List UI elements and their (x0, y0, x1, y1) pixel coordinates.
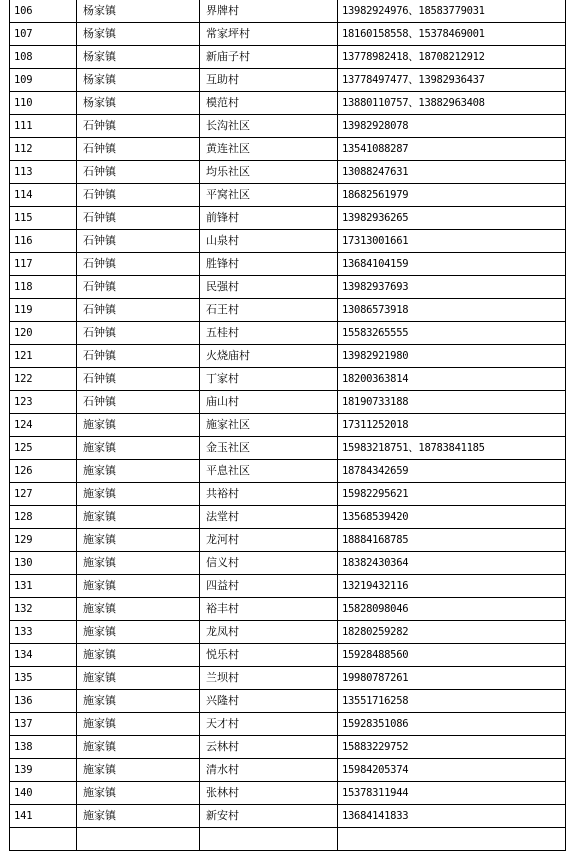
table-row (10, 690, 566, 713)
row-number-cell: 138 (10, 736, 77, 759)
table-row (10, 805, 566, 828)
town-cell: 杨家镇 (77, 92, 200, 115)
row-number-cell: 123 (10, 391, 77, 414)
phone-cell: 13684141833 (338, 805, 566, 828)
village-cell: 兴隆村 (200, 690, 338, 713)
row-number-cell: 132 (10, 598, 77, 621)
village-cell: 张林村 (200, 782, 338, 805)
village-cell: 信义村 (200, 552, 338, 575)
row-number-cell: 111 (10, 115, 77, 138)
phone-cell: 15984205374 (338, 759, 566, 782)
phone-cell: 15983218751、18783841185 (338, 437, 566, 460)
town-cell: 施家镇 (77, 483, 200, 506)
row-number-cell: 140 (10, 782, 77, 805)
phone-cell: 17313001661 (338, 230, 566, 253)
phone-cell: 17311252018 (338, 414, 566, 437)
row-number-cell: 127 (10, 483, 77, 506)
table-row (10, 69, 566, 92)
row-number-cell: 115 (10, 207, 77, 230)
village-cell: 石王村 (200, 299, 338, 322)
village-cell (200, 828, 338, 851)
row-number-cell: 110 (10, 92, 77, 115)
town-cell: 石钟镇 (77, 138, 200, 161)
town-cell: 施家镇 (77, 690, 200, 713)
row-number-cell: 108 (10, 46, 77, 69)
phone-cell: 15583265555 (338, 322, 566, 345)
row-number-cell: 133 (10, 621, 77, 644)
phone-cell: 18382430364 (338, 552, 566, 575)
phone-cell: 15378311944 (338, 782, 566, 805)
row-number-cell: 134 (10, 644, 77, 667)
phone-cell (338, 828, 566, 851)
table-row (10, 437, 566, 460)
phone-cell: 15928488560 (338, 644, 566, 667)
row-number-cell: 131 (10, 575, 77, 598)
town-cell: 石钟镇 (77, 161, 200, 184)
town-cell: 施家镇 (77, 460, 200, 483)
phone-cell: 13982924976、18583779031 (338, 0, 566, 23)
table-row (10, 92, 566, 115)
village-cell: 常家坪村 (200, 23, 338, 46)
row-number-cell: 135 (10, 667, 77, 690)
row-number-cell: 118 (10, 276, 77, 299)
phone-cell: 13982921980 (338, 345, 566, 368)
town-cell: 石钟镇 (77, 276, 200, 299)
village-cell: 新安村 (200, 805, 338, 828)
village-cell: 裕丰村 (200, 598, 338, 621)
village-cell: 山泉村 (200, 230, 338, 253)
town-cell: 石钟镇 (77, 207, 200, 230)
town-cell: 施家镇 (77, 506, 200, 529)
village-cell: 五桂村 (200, 322, 338, 345)
town-cell: 石钟镇 (77, 230, 200, 253)
phone-cell: 13684104159 (338, 253, 566, 276)
table-row (10, 184, 566, 207)
phone-cell: 13778982418、18708212912 (338, 46, 566, 69)
phone-cell: 13219432116 (338, 575, 566, 598)
phone-cell: 13982937693 (338, 276, 566, 299)
town-cell: 石钟镇 (77, 253, 200, 276)
phone-cell: 13880110757、13882963408 (338, 92, 566, 115)
town-cell: 施家镇 (77, 529, 200, 552)
village-cell: 龙凤村 (200, 621, 338, 644)
town-cell: 施家镇 (77, 782, 200, 805)
town-cell: 施家镇 (77, 598, 200, 621)
town-cell: 石钟镇 (77, 368, 200, 391)
village-cell: 法堂村 (200, 506, 338, 529)
village-cell: 四益村 (200, 575, 338, 598)
row-number-cell: 119 (10, 299, 77, 322)
village-cell: 胜锋村 (200, 253, 338, 276)
phone-cell: 15883229752 (338, 736, 566, 759)
town-cell: 杨家镇 (77, 0, 200, 23)
town-cell: 杨家镇 (77, 23, 200, 46)
town-cell: 石钟镇 (77, 322, 200, 345)
table-row (10, 23, 566, 46)
village-cell: 民强村 (200, 276, 338, 299)
table-row (10, 115, 566, 138)
row-number-cell: 130 (10, 552, 77, 575)
phone-cell: 18682561979 (338, 184, 566, 207)
table-row (10, 161, 566, 184)
phone-cell: 13568539420 (338, 506, 566, 529)
table-row (10, 414, 566, 437)
table-row (10, 575, 566, 598)
phone-cell: 15928351086 (338, 713, 566, 736)
town-cell: 石钟镇 (77, 184, 200, 207)
town-cell: 石钟镇 (77, 345, 200, 368)
village-cell: 模范村 (200, 92, 338, 115)
village-cell: 金玉社区 (200, 437, 338, 460)
town-cell: 施家镇 (77, 805, 200, 828)
table-row (10, 529, 566, 552)
row-number-cell: 128 (10, 506, 77, 529)
village-cell: 龙河村 (200, 529, 338, 552)
phone-cell: 18884168785 (338, 529, 566, 552)
phone-cell: 13551716258 (338, 690, 566, 713)
village-cell: 火烧庙村 (200, 345, 338, 368)
table-row (10, 368, 566, 391)
table-row (10, 299, 566, 322)
town-cell: 施家镇 (77, 621, 200, 644)
row-number-cell (10, 828, 77, 851)
village-cell: 共裕村 (200, 483, 338, 506)
town-cell: 施家镇 (77, 552, 200, 575)
phone-cell: 13778497477、13982936437 (338, 69, 566, 92)
village-cell: 长沟社区 (200, 115, 338, 138)
village-cell: 施家社区 (200, 414, 338, 437)
phone-cell: 13982928078 (338, 115, 566, 138)
row-number-cell: 120 (10, 322, 77, 345)
phone-cell: 18200363814 (338, 368, 566, 391)
contact-table-body (10, 0, 566, 851)
phone-cell: 13541088287 (338, 138, 566, 161)
town-cell: 施家镇 (77, 437, 200, 460)
table-row (10, 736, 566, 759)
village-cell: 清水村 (200, 759, 338, 782)
table-row (10, 0, 566, 23)
table-row (10, 667, 566, 690)
phone-cell: 18160158558、15378469001 (338, 23, 566, 46)
table-row (10, 46, 566, 69)
table-row (10, 460, 566, 483)
row-number-cell: 114 (10, 184, 77, 207)
phone-cell: 15828098046 (338, 598, 566, 621)
village-cell: 丁家村 (200, 368, 338, 391)
row-number-cell: 113 (10, 161, 77, 184)
village-cell: 均乐社区 (200, 161, 338, 184)
town-cell: 施家镇 (77, 713, 200, 736)
row-number-cell: 136 (10, 690, 77, 713)
phone-cell: 18190733188 (338, 391, 566, 414)
table-row (10, 644, 566, 667)
row-number-cell: 116 (10, 230, 77, 253)
table-row (10, 483, 566, 506)
village-cell: 平息社区 (200, 460, 338, 483)
table-row (10, 207, 566, 230)
village-cell: 庙山村 (200, 391, 338, 414)
village-cell: 平窝社区 (200, 184, 338, 207)
row-number-cell: 122 (10, 368, 77, 391)
row-number-cell: 124 (10, 414, 77, 437)
town-cell: 施家镇 (77, 736, 200, 759)
table-row (10, 828, 566, 851)
table-row (10, 322, 566, 345)
phone-cell: 13088247631 (338, 161, 566, 184)
row-number-cell: 107 (10, 23, 77, 46)
table-row (10, 345, 566, 368)
row-number-cell: 126 (10, 460, 77, 483)
row-number-cell: 129 (10, 529, 77, 552)
table-row (10, 759, 566, 782)
row-number-cell: 139 (10, 759, 77, 782)
phone-cell: 13982936265 (338, 207, 566, 230)
village-cell: 互助村 (200, 69, 338, 92)
table-row (10, 552, 566, 575)
town-cell (77, 828, 200, 851)
table-row (10, 276, 566, 299)
table-row (10, 230, 566, 253)
row-number-cell: 137 (10, 713, 77, 736)
table-row (10, 391, 566, 414)
table-row (10, 782, 566, 805)
village-cell: 兰坝村 (200, 667, 338, 690)
table-row (10, 598, 566, 621)
phone-cell: 18280259282 (338, 621, 566, 644)
town-cell: 石钟镇 (77, 115, 200, 138)
row-number-cell: 112 (10, 138, 77, 161)
town-cell: 施家镇 (77, 644, 200, 667)
town-cell: 施家镇 (77, 414, 200, 437)
phone-cell: 13086573918 (338, 299, 566, 322)
table-row (10, 138, 566, 161)
table-row (10, 621, 566, 644)
town-cell: 杨家镇 (77, 46, 200, 69)
town-cell: 施家镇 (77, 667, 200, 690)
town-cell: 施家镇 (77, 759, 200, 782)
row-number-cell: 106 (10, 0, 77, 23)
row-number-cell: 117 (10, 253, 77, 276)
village-cell: 悦乐村 (200, 644, 338, 667)
contact-table (9, 0, 566, 851)
town-cell: 杨家镇 (77, 69, 200, 92)
table-row (10, 713, 566, 736)
table-row (10, 506, 566, 529)
town-cell: 石钟镇 (77, 391, 200, 414)
phone-cell: 15982295621 (338, 483, 566, 506)
table-row (10, 253, 566, 276)
village-cell: 天才村 (200, 713, 338, 736)
town-cell: 施家镇 (77, 575, 200, 598)
phone-cell: 18784342659 (338, 460, 566, 483)
row-number-cell: 109 (10, 69, 77, 92)
row-number-cell: 141 (10, 805, 77, 828)
row-number-cell: 121 (10, 345, 77, 368)
village-cell: 云林村 (200, 736, 338, 759)
village-cell: 黄连社区 (200, 138, 338, 161)
village-cell: 界牌村 (200, 0, 338, 23)
village-cell: 新庙子村 (200, 46, 338, 69)
town-cell: 石钟镇 (77, 299, 200, 322)
village-cell: 前锋村 (200, 207, 338, 230)
row-number-cell: 125 (10, 437, 77, 460)
phone-cell: 19980787261 (338, 667, 566, 690)
